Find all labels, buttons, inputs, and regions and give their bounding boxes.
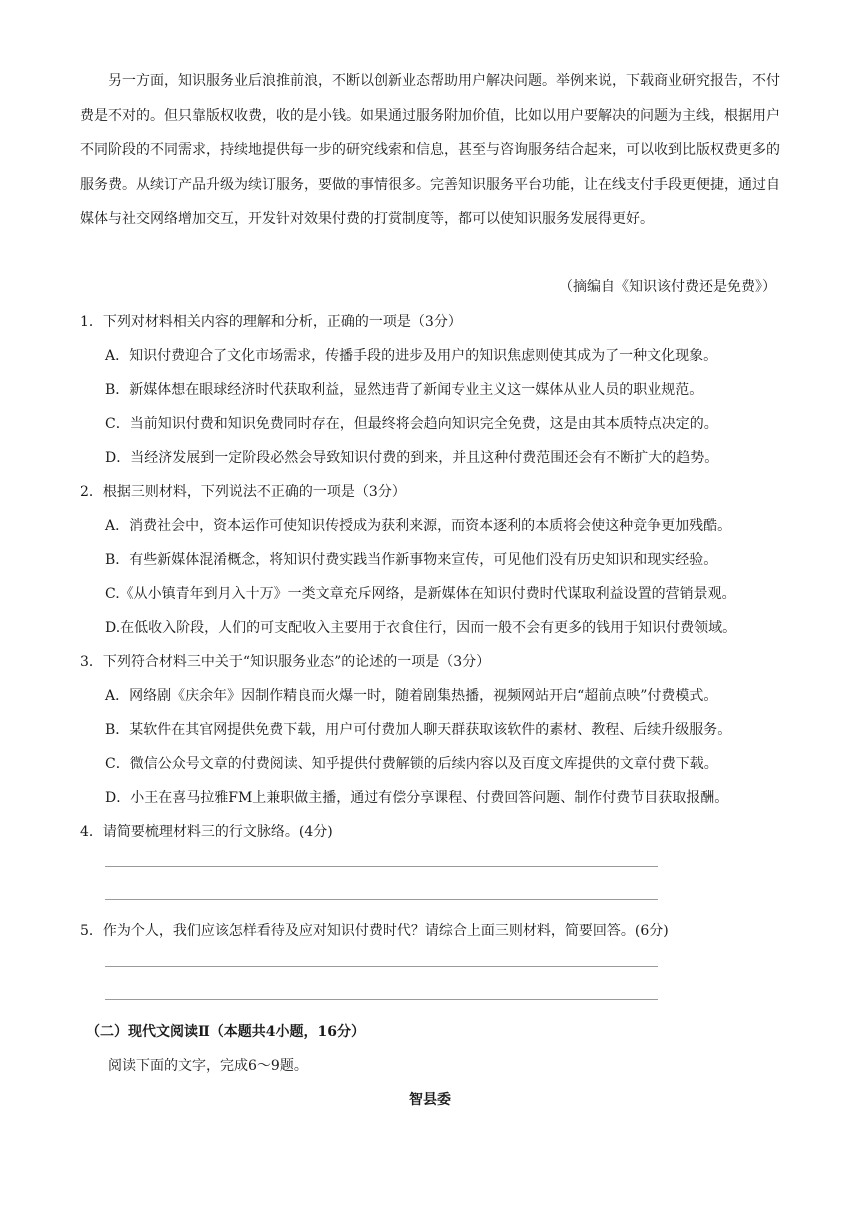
question-2-option-b: B．有些新媒体混淆概念，将知识付费实践当作新事物来宣传，可见他们没有历史知识和现实经验。 [105, 552, 718, 568]
section-instruction: 阅读下面的文字，完成6～9题。 [108, 1058, 308, 1074]
answer-line[interactable] [105, 966, 658, 967]
question-1-option-a: A．知识付费迎合了文化市场需求，传播手段的进步及用户的知识焦虑则使其成为了一种文化现象。 [105, 348, 718, 364]
question-1-option-c: C．当前知识付费和知识免费同时存在，但最终将会趋向知识完全免费，这是由其本质特点决定的。 [105, 416, 718, 432]
answer-line[interactable] [105, 899, 658, 900]
question-1-option-d: D．当经济发展到一定阶段必然会导致知识付费的到来，并且这种付费范围还会有不断扩大的趋势。 [105, 450, 719, 466]
question-3-option-d: D．小王在喜马拉雅FM上兼职做主播，通过有偿分享课程、付费回答问题、制作付费节目获取报酬。 [105, 790, 729, 806]
question-1-option-b: B．新媒体想在眼球经济时代获取利益，显然违背了新闻专业主义这一媒体从业人员的职业规范。 [105, 382, 704, 398]
question-5-stem: 5．作为个人，我们应该怎样看待及应对知识付费时代？请综合上面三则材料，简要回答。(6分) [80, 923, 669, 939]
answer-line[interactable] [105, 999, 658, 1000]
question-1-stem: 1．下列对材料相关内容的理解和分析，正确的一项是（3分） [80, 314, 462, 330]
question-2-option-d: D.在低收入阶段，人们的可支配收入主要用于衣食住行，因而一般不会有更多的钱用于知识付费领域。 [105, 620, 737, 636]
question-3-option-b: B．某软件在其官网提供免费下载，用户可付费加人聊天群获取该软件的素材、教程、后续升级服务。 [105, 722, 732, 738]
question-3-option-c: C．微信公众号文章的付费阅读、知乎提供付费解锁的后续内容以及百度文库提供的文章付费下载。 [105, 756, 718, 772]
question-2-stem: 2．根据三则材料，下列说法不正确的一项是（3分） [80, 484, 406, 500]
question-4-stem: 4．请简要梳理材料三的行文脉络。(4分) [80, 824, 333, 840]
question-3-option-a: A．网络剧《庆余年》因制作精良而火爆一时，随着剧集热播，视频网站开启“超前点映”付费模式。 [105, 688, 718, 704]
question-2-option-c: C.《从小镇青年到月入十万》一类文章充斥网络，是新媒体在知识付费时代谋取利益设置的营销景观。 [105, 586, 736, 602]
question-3-stem: 3．下列符合材料三中关于“知识服务业态”的论述的一项是（3分） [80, 654, 491, 670]
section-heading: （二）现代文阅读Ⅱ（本题共4小题，16分） [86, 1024, 366, 1040]
story-title: 智县委 [409, 1092, 451, 1108]
question-2-option-a: A．消费社会中，资本运作可使知识传授成为获利来源，而资本逐利的本质将会使这种竞争更加残酷。 [105, 518, 732, 534]
passage-paragraph: 另一方面，知识服务业后浪推前浪，不断以创新业态帮助用户解决问题。举例来说，下载商业研究报告，不付费是不对的。但只靠版权收费，收的是小钱。如果通过服务附加价值，比如以用户要解决的问题为主线，根据用户不同阶段的不同需求，持续地提供每一步的研究线索和信息，甚至与咨询服务结合起来，可以收到比版权费更多的服务费。从续订产品升级为续订服务，要做的事情很多。完善知识服务平台功能，让在线支付手段更便捷，通过自媒体与社交网络增加交互，开发针对效果付费的打赏制度等，都可以使知识服务发展得更好。 [80, 73, 780, 227]
answer-line[interactable] [105, 866, 658, 867]
passage-source: （摘编自《知识该付费还是免费》） [559, 279, 776, 295]
